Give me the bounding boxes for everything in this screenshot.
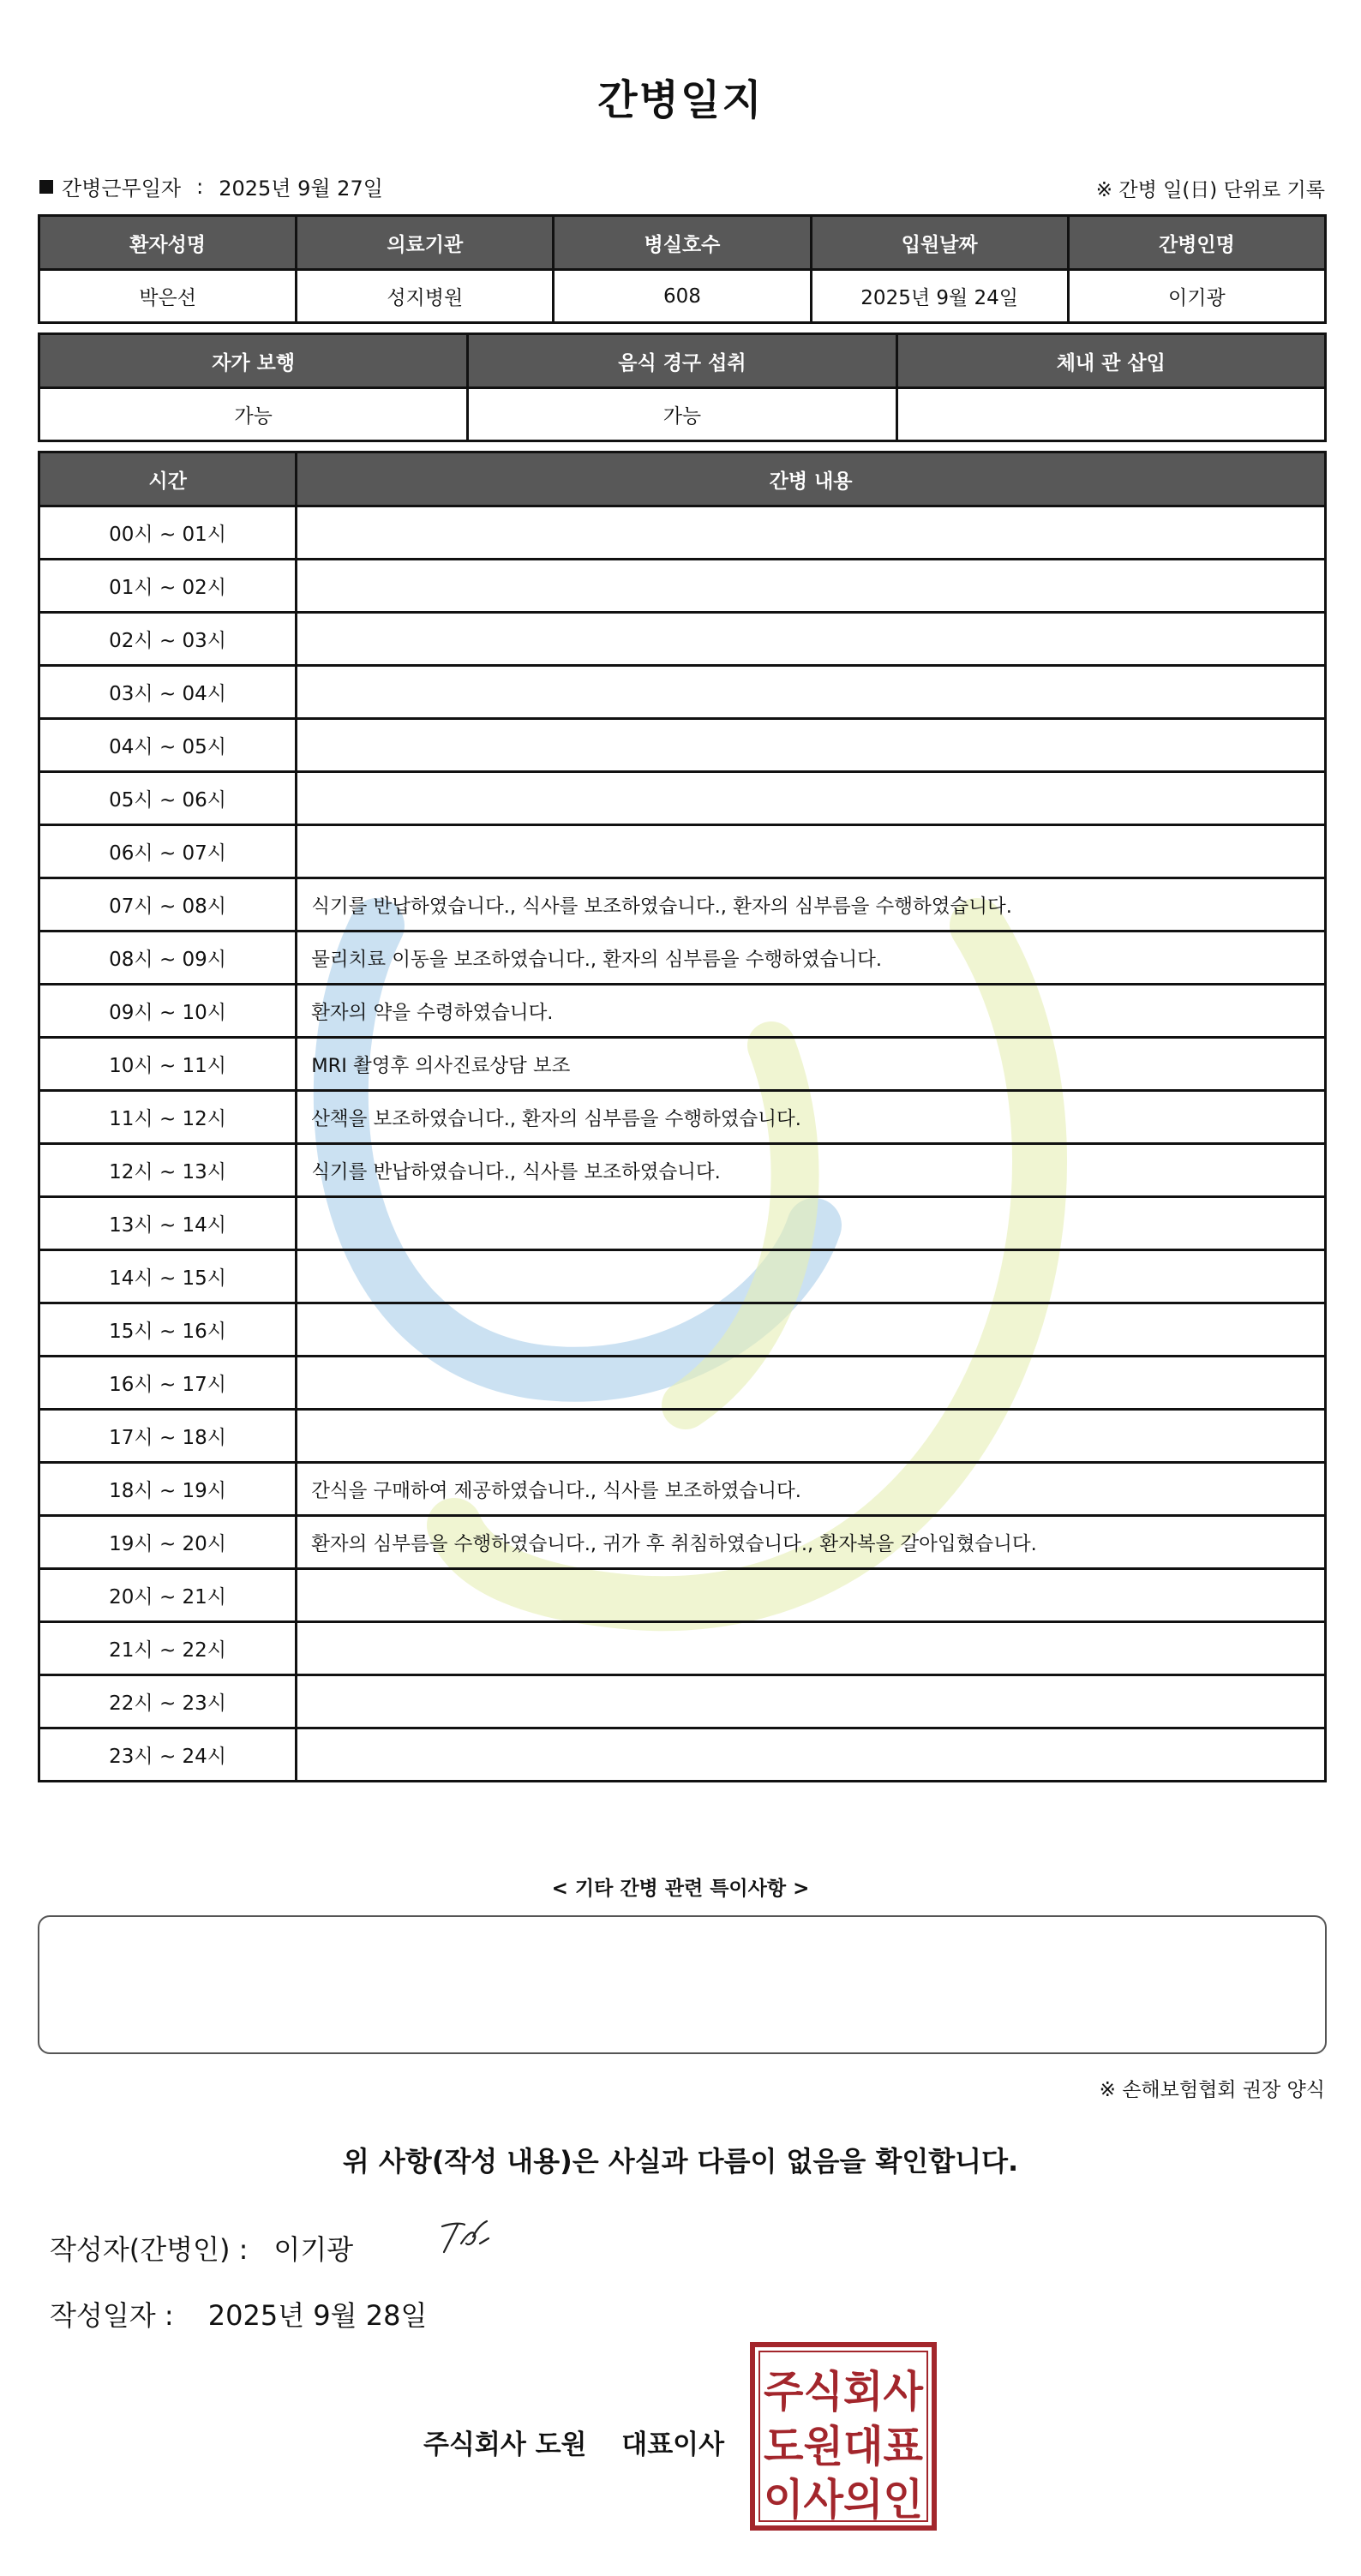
signature-mark: [435, 2218, 495, 2257]
time-slot-cell: 08시 ~ 09시: [39, 932, 297, 985]
time-slot-cell: 05시 ~ 06시: [39, 772, 297, 825]
time-slot-cell: 16시 ~ 17시: [39, 1357, 297, 1410]
tube-insertion-cell: [896, 388, 1325, 441]
care-log-row: [39, 1675, 1326, 1728]
time-slot-cell: 10시 ~ 11시: [39, 1038, 297, 1091]
care-log-row: [39, 1144, 1326, 1197]
time-slot-cell: 11시 ~ 12시: [39, 1091, 297, 1144]
care-content-cell: [297, 666, 1326, 719]
daily-record-note: ※ 간병 일(日) 단위로 기록: [1095, 179, 1325, 201]
care-log-row: [39, 932, 1326, 985]
care-content-cell: [297, 560, 1326, 613]
svg-text:도원대표: 도원대표: [764, 2422, 924, 2471]
header-admission-date: 입원날짜: [811, 216, 1068, 270]
care-log-row: [39, 985, 1326, 1038]
written-date-line: [50, 2294, 427, 2333]
author-line: [50, 2228, 353, 2267]
patient-info-header-row: [39, 216, 1326, 270]
svg-text:이사의인: 이사의인: [764, 2475, 923, 2525]
care-content-cell: 간식을 구매하여 제공하였습니다., 식사를 보조하였습니다.: [297, 1463, 1326, 1516]
room-number-cell: 608: [554, 270, 811, 323]
page-title: 간병일지: [597, 76, 764, 124]
care-log-row: [39, 772, 1326, 825]
patient-info-table: [38, 214, 1327, 324]
work-date-label: 간병근무일자: [62, 177, 182, 201]
care-log-row: [39, 1250, 1326, 1303]
patient-status-value-row: [39, 388, 1326, 441]
care-content-cell: [297, 1250, 1326, 1303]
care-log-table: [38, 451, 1327, 1782]
written-date-label: 작성일자 :: [50, 2299, 174, 2332]
care-content-cell: [297, 825, 1326, 878]
care-content-cell: 식기를 반납하였습니다., 식사를 보조하였습니다., 환자의 심부름을 수행하였습니다.: [297, 878, 1326, 932]
company-signature-line: [423, 2423, 724, 2461]
time-slot-cell: 21시 ~ 22시: [39, 1622, 297, 1675]
time-slot-cell: 03시 ~ 04시: [39, 666, 297, 719]
form-source-note: ※ 손해보험협회 권장 양식: [1099, 2079, 1325, 2101]
time-slot-cell: 20시 ~ 21시: [39, 1569, 297, 1622]
time-slot-cell: 17시 ~ 18시: [39, 1410, 297, 1463]
author-label: 작성자(간병인) :: [50, 2233, 249, 2266]
care-log-row: [39, 1410, 1326, 1463]
caregiver-name-cell: 이기광: [1068, 270, 1325, 323]
patient-status-table: [38, 332, 1327, 442]
care-log-row: [39, 1303, 1326, 1357]
work-date-separator: :: [196, 174, 204, 199]
care-log-row: [39, 613, 1326, 666]
care-content-cell: [297, 1569, 1326, 1622]
care-log-row: [39, 1357, 1326, 1410]
confirmation-statement: 위 사항(작성 내용)은 사실과 다름이 없음을 확인합니다.: [342, 2145, 1019, 2178]
time-slot-cell: 13시 ~ 14시: [39, 1197, 297, 1250]
time-slot-cell: 12시 ~ 13시: [39, 1144, 297, 1197]
care-content-cell: MRI 촬영후 의사진료상담 보조: [297, 1038, 1326, 1091]
header-care-content: 간병 내용: [297, 452, 1326, 506]
time-slot-cell: 23시 ~ 24시: [39, 1728, 297, 1782]
care-content-cell: [297, 719, 1326, 772]
care-log-row: [39, 1569, 1326, 1622]
care-content-cell: 식기를 반납하였습니다., 식사를 보조하였습니다.: [297, 1144, 1326, 1197]
author-name: 이기광: [273, 2233, 354, 2266]
care-log-row: [39, 1197, 1326, 1250]
self-walking-cell: 가능: [39, 388, 468, 441]
header-hospital: 의료기관: [297, 216, 554, 270]
care-content-cell: [297, 1622, 1326, 1675]
header-oral-intake: 음식 경구 섭취: [468, 334, 896, 388]
svg-text:주식회사: 주식회사: [764, 2367, 924, 2417]
care-content-cell: [297, 1357, 1326, 1410]
header-time: 시간: [39, 452, 297, 506]
header-room-number: 병실호수: [554, 216, 811, 270]
care-content-cell: 산책을 보조하였습니다., 환자의 심부름을 수행하였습니다.: [297, 1091, 1326, 1144]
header-self-walking: 자가 보행: [39, 334, 468, 388]
time-slot-cell: 07시 ~ 08시: [39, 878, 297, 932]
patient-info-value-row: [39, 270, 1326, 323]
care-content-cell: [297, 772, 1326, 825]
care-content-cell: [297, 1675, 1326, 1728]
time-slot-cell: 19시 ~ 20시: [39, 1516, 297, 1569]
time-slot-cell: 06시 ~ 07시: [39, 825, 297, 878]
time-slot-cell: 02시 ~ 03시: [39, 613, 297, 666]
time-slot-cell: 14시 ~ 15시: [39, 1250, 297, 1303]
square-bullet-icon: [39, 180, 53, 194]
care-log-row: [39, 1516, 1326, 1569]
care-content-cell: 물리치료 이동을 보조하였습니다., 환자의 심부름을 수행하였습니다.: [297, 932, 1326, 985]
work-date-line: [39, 171, 383, 201]
written-date-value: 2025년 9월 28일: [207, 2299, 428, 2332]
notes-title: < 기타 간병 관련 특이사항 >: [551, 1878, 810, 1900]
header-tube-insertion: 체내 관 삽입: [896, 334, 1325, 388]
time-slot-cell: 00시 ~ 01시: [39, 506, 297, 560]
care-log-row: [39, 506, 1326, 560]
care-log-row: [39, 719, 1326, 772]
care-content-cell: [297, 506, 1326, 560]
admission-date-cell: 2025년 9월 24일: [811, 270, 1068, 323]
care-content-cell: [297, 1197, 1326, 1250]
time-slot-cell: 04시 ~ 05시: [39, 719, 297, 772]
oral-intake-cell: 가능: [468, 388, 896, 441]
care-content-cell: [297, 1410, 1326, 1463]
care-content-cell: [297, 1303, 1326, 1357]
care-log-row: [39, 1038, 1326, 1091]
care-log-row: [39, 825, 1326, 878]
time-slot-cell: 01시 ~ 02시: [39, 560, 297, 613]
care-content-cell: 환자의 심부름을 수행하였습니다., 귀가 후 취침하였습니다., 환자복을 갈아입혔습니다.: [297, 1516, 1326, 1569]
care-log-row: [39, 878, 1326, 932]
care-log-row: [39, 1463, 1326, 1516]
time-slot-cell: 15시 ~ 16시: [39, 1303, 297, 1357]
time-slot-cell: 22시 ~ 23시: [39, 1675, 297, 1728]
care-log-row: [39, 1622, 1326, 1675]
header-patient-name: 환자성명: [39, 216, 297, 270]
header-caregiver-name: 간병인명: [1068, 216, 1325, 270]
care-log-row: [39, 560, 1326, 613]
care-content-cell: [297, 613, 1326, 666]
company-name: 주식회사 도원: [423, 2429, 587, 2460]
patient-name-cell: 박은선: [39, 270, 297, 323]
care-log-row: [39, 666, 1326, 719]
notes-box: [38, 1915, 1327, 2054]
time-slot-cell: 09시 ~ 10시: [39, 985, 297, 1038]
care-log-body: [39, 506, 1326, 1782]
care-content-cell: [297, 1728, 1326, 1782]
patient-status-header-row: [39, 334, 1326, 388]
representative-title: 대표이사: [621, 2429, 725, 2460]
care-log-row: [39, 1091, 1326, 1144]
work-date-value: 2025년 9월 27일: [219, 177, 383, 201]
care-log-row: [39, 1728, 1326, 1782]
care-content-cell: 환자의 약을 수령하였습니다.: [297, 985, 1326, 1038]
hospital-cell: 성지병원: [297, 270, 554, 323]
time-slot-cell: 18시 ~ 19시: [39, 1463, 297, 1516]
care-log-header-row: [39, 452, 1326, 506]
company-seal-stamp: [749, 2341, 938, 2531]
